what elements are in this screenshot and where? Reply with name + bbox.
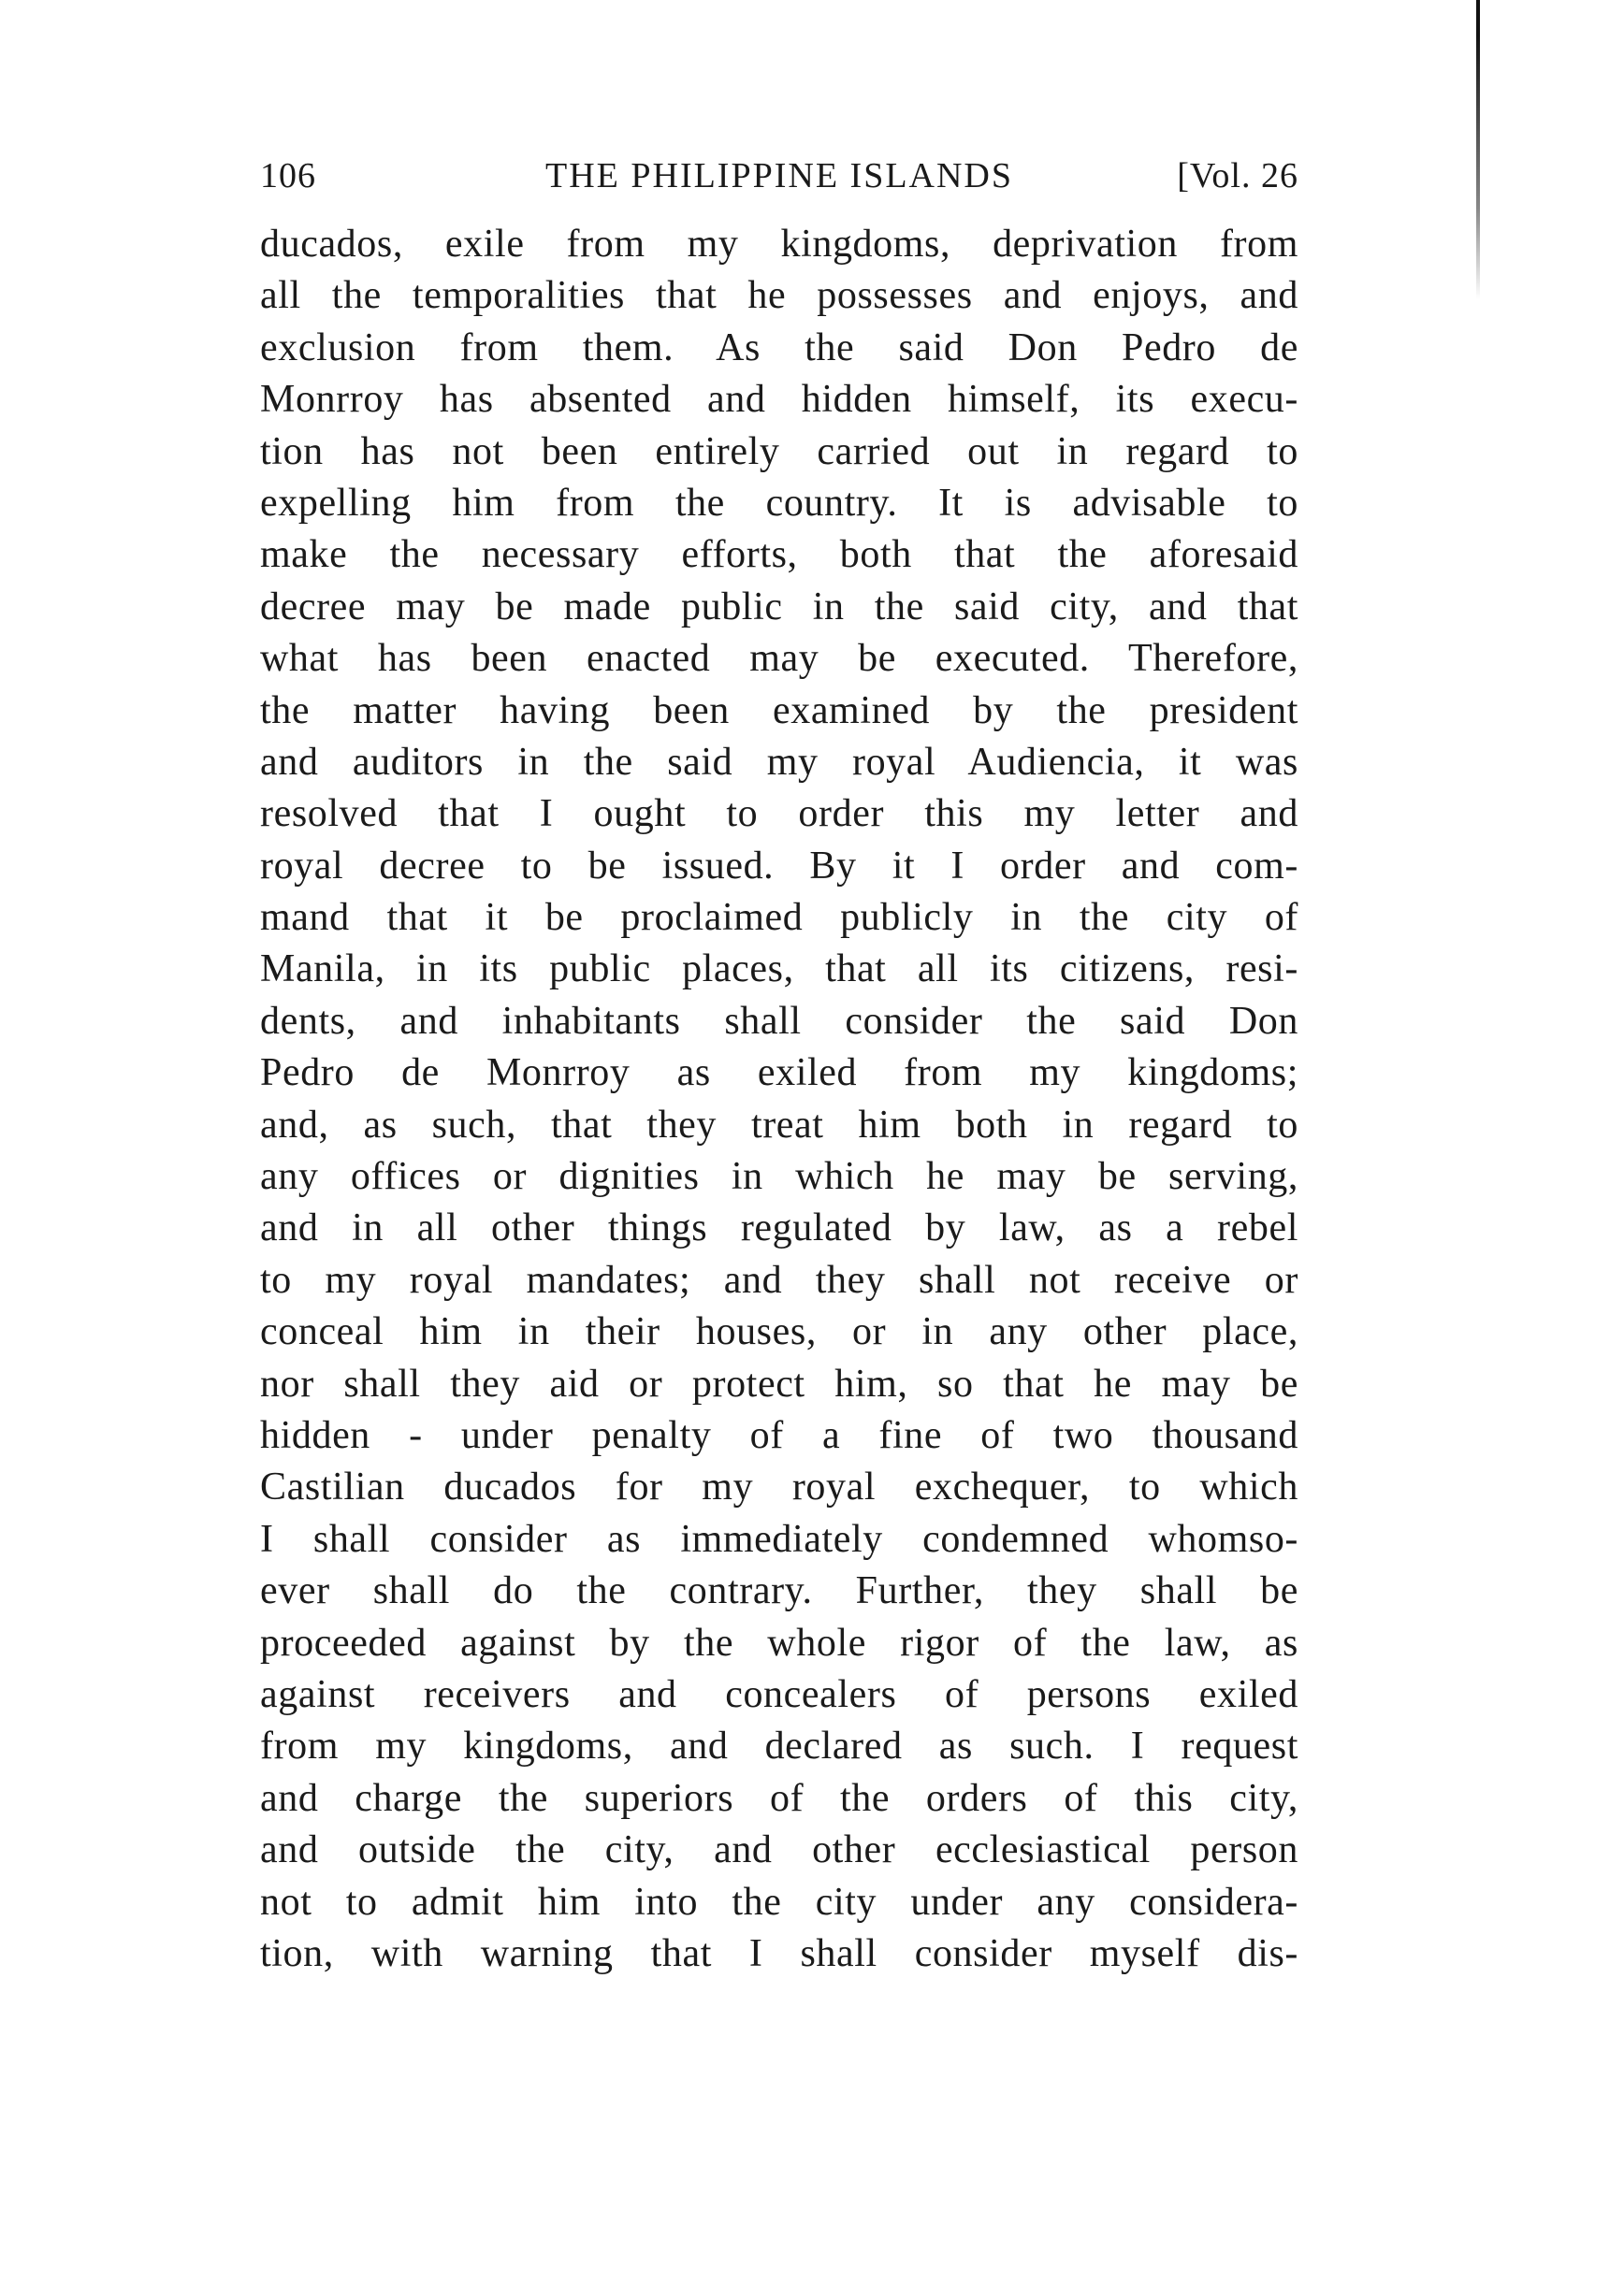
page-number: 106 bbox=[260, 156, 316, 195]
text-line: any offices or dignities in which he may be serving, bbox=[260, 1155, 1298, 1199]
text-line: and, as such, that they treat him both in regard to bbox=[260, 1103, 1298, 1147]
text-line: tion, with warning that I shall consider myself dis- bbox=[260, 1931, 1298, 1975]
text-line: resolved that I ought to order this my letter and bbox=[260, 792, 1298, 836]
text-line: and outside the city, and other ecclesiastical person bbox=[260, 1828, 1298, 1872]
text-line: ducados, exile from my kingdoms, deprivation from bbox=[260, 223, 1298, 266]
text-line: expelling him from the country. It is advisable to bbox=[260, 481, 1298, 525]
text-line: what has been enacted may be executed. Therefore, bbox=[260, 637, 1298, 681]
text-line: I shall consider as immediately condemned whomso- bbox=[260, 1517, 1298, 1561]
volume-label: [Vol. 26 bbox=[1177, 156, 1298, 195]
text-line: hidden - under penalty of a fine of two thousand bbox=[260, 1413, 1298, 1457]
text-line: dents, and inhabitants shall consider the said Don bbox=[260, 999, 1298, 1043]
text-line: and auditors in the said my royal Audiencia, it was bbox=[260, 740, 1298, 784]
text-line: Castilian ducados for my royal exchequer, to which bbox=[260, 1466, 1298, 1509]
text-line: Pedro de Monrroy as exiled from my kingdoms; bbox=[260, 1051, 1298, 1095]
text-line: make the necessary efforts, both that the aforesaid bbox=[260, 533, 1298, 577]
text-line: all the temporalities that he possesses and enjoys, and bbox=[260, 274, 1298, 318]
text-line: Manila, in its public places, that all its citizens, resi- bbox=[260, 947, 1298, 991]
text-line: exclusion from them. As the said Don Pedro de bbox=[260, 325, 1298, 369]
text-line: against receivers and concealers of persons exiled bbox=[260, 1672, 1298, 1716]
text-line: and charge the superiors of the orders of this city, bbox=[260, 1776, 1298, 1820]
text-line: ever shall do the contrary. Further, they shall be bbox=[260, 1569, 1298, 1613]
running-title: THE PHILIPPINE ISLANDS bbox=[545, 156, 1013, 195]
text-line: Monrroy has absented and hidden himself, its execu- bbox=[260, 378, 1298, 422]
text-line: to my royal mandates; and they shall not receive or bbox=[260, 1258, 1298, 1302]
text-line: the matter having been examined by the president bbox=[260, 688, 1298, 732]
text-line: nor shall they aid or protect him, so that he may be bbox=[260, 1362, 1298, 1406]
text-line: decree may be made public in the said city, and that bbox=[260, 585, 1298, 628]
running-head bbox=[260, 150, 1298, 202]
text-line: from my kingdoms, and declared as such. I request bbox=[260, 1725, 1298, 1769]
text-line: mand that it be proclaimed publicly in the city of bbox=[260, 896, 1298, 940]
text-line: not to admit him into the city under any considera- bbox=[260, 1880, 1298, 1924]
text-line: and in all other things regulated by law, as a rebel bbox=[260, 1206, 1298, 1250]
text-line: royal decree to be issued. By it I order and com- bbox=[260, 844, 1298, 888]
scan-edge-mark bbox=[1476, 0, 1480, 299]
text-line: conceal him in their houses, or in any other place, bbox=[260, 1310, 1298, 1354]
body-text bbox=[260, 219, 1298, 1980]
text-line: proceeded against by the whole rigor of the law, as bbox=[260, 1621, 1298, 1665]
text-line: tion has not been entirely carried out in regard to bbox=[260, 429, 1298, 473]
